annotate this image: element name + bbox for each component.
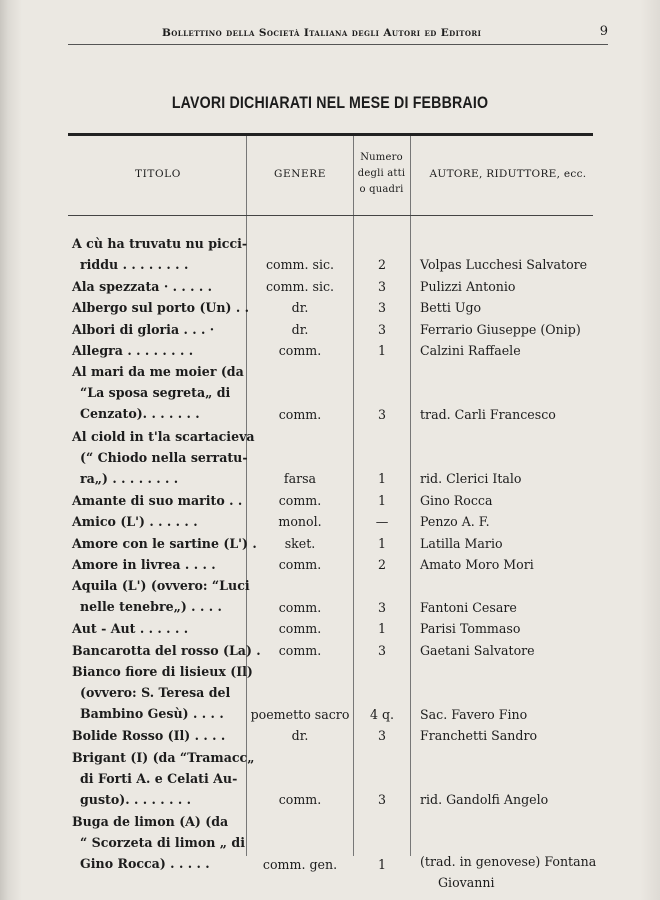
table-row: [0, 319, 660, 340]
entry-author-line: Amato Moro Mori: [420, 557, 534, 572]
entry-author-line: Sac. Favero Fino: [420, 706, 528, 722]
entry-genre: comm.: [278, 343, 322, 358]
column-header-acts-line: Numero: [360, 152, 403, 163]
entry-acts: 2: [377, 257, 386, 273]
entry-acts: 1: [377, 621, 386, 637]
entry-genre: dr.: [291, 300, 309, 316]
entry-author-line: Calzini Raffaele: [420, 343, 521, 358]
entry-title-line: Bambino Gesù) . . . .: [80, 706, 224, 721]
entry-title-line: Buga de limon (A) (da: [72, 813, 229, 829]
entry-title-line: Al ciold in t'la scartacieva: [72, 428, 255, 444]
entry-title-line: riddu . . . . . . . .: [80, 257, 189, 272]
entry-author-line: Parisi Tommaso: [420, 621, 521, 637]
entry-title-line: Gino Rocca) . . . . .: [80, 855, 210, 871]
entry-author: [420, 704, 600, 725]
entry-title-line: Amante di suo marito . .: [72, 492, 243, 508]
entry-author: [420, 340, 600, 361]
entry-title-line: “La sposa segreta„ di: [80, 385, 231, 401]
entry-title-line: (“ Chiodo nella serratu-: [80, 449, 248, 465]
entry-title: [72, 725, 244, 746]
table-row: [0, 233, 660, 276]
entry-title: [72, 747, 255, 810]
entry-author: [420, 554, 600, 575]
entry-genre: comm.: [278, 492, 322, 508]
entry-author-line: Volpas Lucchesi Salvatore: [420, 257, 588, 273]
table-row: [0, 554, 660, 575]
entry-title-line: Cenzato). . . . . . .: [80, 406, 200, 422]
entry-genre: dr.: [291, 321, 309, 337]
table-row: [0, 340, 660, 361]
entry-author: [420, 725, 600, 746]
entry-genre: comm.: [278, 642, 322, 658]
entry-author-line: Franchetti Sandro: [420, 728, 538, 744]
column-header-title: TITOLO: [135, 168, 181, 180]
entry-acts: 1: [377, 471, 386, 487]
entry-title: [72, 661, 253, 724]
entry-title-line: Albergo sul porto (Un) . .: [72, 300, 250, 316]
table-row: [0, 490, 660, 511]
entry-title: [72, 361, 244, 424]
entry-acts: 3: [377, 728, 386, 744]
entry-title-line: A cù ha truvatu nu picci-: [72, 236, 248, 251]
entry-acts: 3: [377, 407, 386, 423]
entry-genre: farsa: [283, 471, 317, 487]
entry-author: [420, 789, 600, 810]
column-header-author: AUTORE, RIDUTTORE, ecc.: [429, 168, 587, 180]
entry-title-line: Brigant (I) (da “Tramacc„: [72, 749, 255, 765]
entry-acts: —: [375, 514, 389, 530]
entry-acts: 3: [377, 642, 386, 658]
entry-author-line: Penzo A. F.: [420, 514, 490, 530]
entry-title-line: Bolide Rosso (Il) . . . .: [72, 728, 226, 744]
table-row: [0, 640, 660, 661]
table-row: [0, 811, 660, 890]
entry-author: [420, 297, 600, 318]
entry-title: [72, 297, 250, 318]
entry-title-line: Amore in livrea . . . .: [72, 557, 216, 572]
entry-title: [72, 233, 248, 275]
entry-author-line: Giovanni: [438, 874, 495, 890]
entry-genre: comm.: [278, 621, 322, 637]
entry-title: [72, 811, 244, 874]
table-top-rule: [68, 133, 593, 136]
entry-acts: 1: [377, 535, 386, 551]
entry-genre: sket.: [284, 535, 316, 551]
entry-title-line: Al mari da me moier (da: [72, 364, 244, 380]
entry-title: [72, 618, 244, 639]
running-header: [68, 24, 608, 42]
entry-title-line: (ovvero: S. Teresa del: [80, 685, 231, 700]
entry-author: [420, 618, 600, 639]
entry-author: [420, 276, 600, 297]
table-row: [0, 575, 660, 618]
entry-title-line: Bianco fiore di lisieux (Il): [72, 664, 253, 679]
header-rule: [68, 44, 608, 45]
table-row: [0, 426, 660, 490]
entry-title: [72, 426, 255, 489]
table-row: [0, 276, 660, 297]
entry-title-line: di Forti A. e Celati Au-: [80, 770, 238, 786]
table-row: [0, 618, 660, 639]
entry-title-line: Amico (L') . . . . . .: [72, 514, 198, 530]
entry-acts: 3: [377, 278, 386, 294]
column-header-rule: [68, 215, 593, 216]
column-header-acts-line: o quadri: [359, 184, 404, 195]
table-row: [0, 361, 660, 425]
entry-genre: poemetto sacro: [250, 706, 350, 722]
entry-acts: 1: [377, 492, 386, 508]
entry-genre: comm. gen.: [262, 856, 338, 872]
table-row: [0, 747, 660, 811]
entry-genre: monol.: [278, 514, 322, 530]
entry-author-line: (trad. in genovese) Fontana: [420, 853, 597, 869]
entry-author: [420, 511, 600, 532]
entry-author-line: Latilla Mario: [420, 535, 503, 551]
entry-author-line: Gino Rocca: [420, 492, 493, 508]
entry-author: [420, 640, 600, 661]
entry-title-line: Amore con le sartine (L') .: [72, 535, 257, 551]
entry-acts: 3: [377, 599, 386, 615]
entry-genre: comm.: [278, 599, 322, 615]
table-row: [0, 533, 660, 554]
entry-genre: dr.: [291, 728, 309, 744]
entry-genre: comm. sic.: [265, 257, 335, 273]
entry-title-line: Albori di gloria . . . ·: [72, 321, 215, 337]
section-title: LAVORI DICHIARATI NEL MESE DI FEBBRAIO: [171, 94, 489, 112]
entry-title-line: Bancarotta del rosso (La) .: [72, 642, 261, 658]
entry-title-line: Aquila (L') (ovvero: “Luci: [72, 578, 250, 594]
entry-acts: 4 q.: [369, 706, 395, 722]
column-header-genre: GENERE: [273, 168, 327, 180]
entry-title-line: ra„) . . . . . . . .: [80, 470, 179, 486]
entry-genre: comm.: [278, 792, 322, 808]
entry-author: [420, 254, 600, 275]
table-row: [0, 297, 660, 318]
entry-title-line: “ Scorzeta di limon „ di: [80, 834, 245, 850]
entry-acts: 3: [377, 300, 386, 316]
entry-author: [420, 404, 600, 425]
entry-author-line: trad. Carli Francesco: [420, 407, 556, 423]
running-title: Bollettino della Società Italiana degli Autori ed Editori: [162, 27, 482, 39]
entry-title-line: Allegra . . . . . . . .: [72, 343, 194, 358]
entry-acts: 3: [377, 792, 386, 808]
entry-author-line: rid. Clerici Italo: [420, 471, 522, 487]
entry-title: [72, 554, 244, 575]
entry-title: [72, 490, 244, 511]
entry-acts: 1: [377, 343, 386, 358]
entry-title-line: Ala spezzata · . . . . .: [72, 278, 213, 294]
entry-acts: 1: [377, 856, 386, 872]
entry-title-line: nelle tenebre„) . . . .: [80, 599, 222, 615]
entry-acts: 3: [377, 321, 386, 337]
table-row: [0, 511, 660, 532]
entry-author-line: Pulizzi Antonio: [420, 278, 516, 294]
entry-genre: comm.: [278, 407, 322, 423]
entry-title: [72, 511, 244, 532]
entry-author-line: Ferrario Giuseppe (Onip): [420, 321, 581, 337]
entry-acts: 2: [377, 557, 386, 572]
entry-author: [420, 597, 600, 618]
entry-author: [420, 854, 600, 896]
entry-title: [72, 640, 261, 661]
entry-author-line: Fantoni Cesare: [420, 599, 517, 615]
entry-author: [420, 468, 600, 489]
column-header-acts-line: degli atti: [357, 168, 406, 179]
entry-genre: comm.: [278, 557, 322, 572]
entry-title: [72, 340, 244, 361]
entry-title-line: gusto). . . . . . . .: [80, 791, 191, 807]
entry-author-line: Gaetani Salvatore: [420, 642, 535, 658]
entry-author: [420, 319, 600, 340]
entry-author-line: rid. Gandolfi Angelo: [420, 792, 549, 808]
entry-title: [72, 575, 250, 617]
entry-author: [420, 490, 600, 511]
entry-genre: comm. sic.: [265, 278, 335, 294]
entry-title: [72, 533, 257, 554]
entry-title-line: Aut - Aut . . . . . .: [72, 621, 189, 637]
entry-title: [72, 319, 244, 340]
entry-author-line: Betti Ugo: [420, 300, 482, 316]
column-header-acts: [353, 150, 410, 198]
entry-author: [420, 533, 600, 554]
table-row: [0, 661, 660, 725]
table-row: [0, 725, 660, 746]
page-number: 9: [599, 24, 608, 39]
entry-title: [72, 276, 244, 297]
